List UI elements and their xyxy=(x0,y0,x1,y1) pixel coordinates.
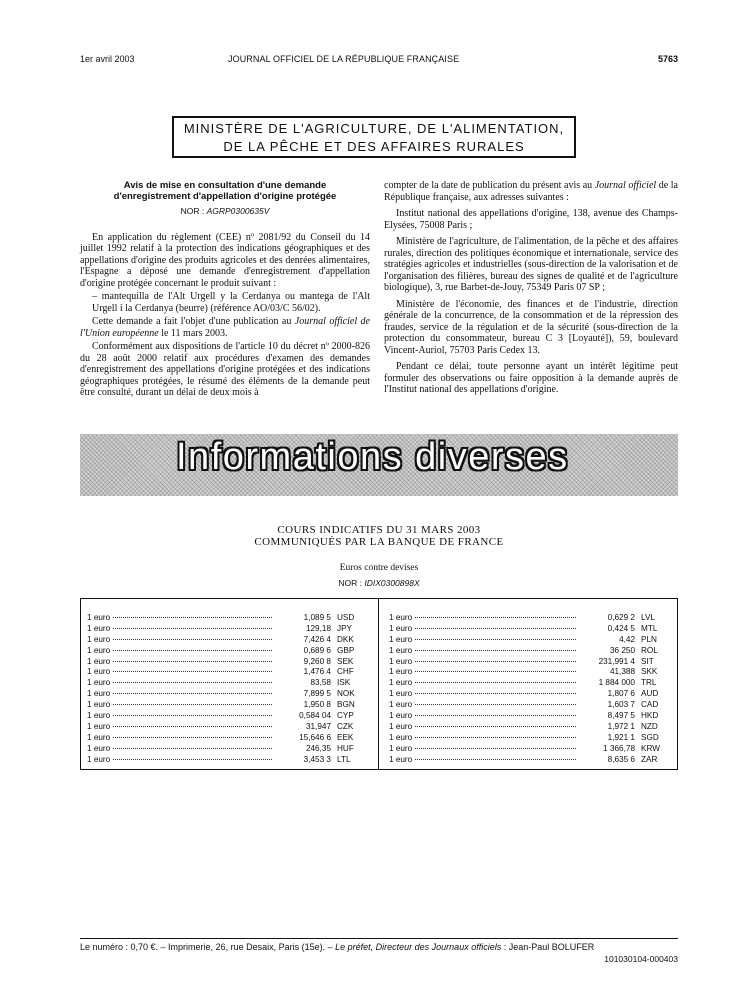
cours-nor-code: IDIX0300898X xyxy=(364,578,420,588)
dot-leader xyxy=(113,650,272,651)
avis-title-line-1: Avis de mise en consultation d'une demande xyxy=(123,180,327,191)
currency-code: ISK xyxy=(337,678,351,688)
rate-row xyxy=(87,657,367,668)
rate-unit: 1 euro xyxy=(389,711,413,721)
dot-leader xyxy=(415,759,576,760)
rate-unit: 1 euro xyxy=(87,743,111,753)
currency-code: LTL xyxy=(337,754,351,764)
avis-nor-label: NOR : xyxy=(180,206,207,216)
rate-row xyxy=(87,678,367,689)
rate-value: 129,18 xyxy=(305,623,331,633)
rate-row xyxy=(87,722,367,733)
currency-code: TRL xyxy=(641,678,657,688)
dot-leader xyxy=(415,693,576,694)
rate-unit: 1 euro xyxy=(87,656,111,666)
rates-column-divider xyxy=(378,599,379,769)
rate-value: 0,424 5 xyxy=(607,623,635,633)
rate-value: 1,476 4 xyxy=(303,667,331,677)
rate-value: 7,899 5 xyxy=(303,689,331,699)
rate-unit: 1 euro xyxy=(87,711,111,721)
rate-row xyxy=(87,733,367,744)
left-column xyxy=(80,180,370,401)
currency-code: NZD xyxy=(641,721,658,731)
currency-code: HUF xyxy=(337,743,354,753)
issue-date: 1er avril 2003 xyxy=(80,54,135,64)
rate-unit: 1 euro xyxy=(87,732,111,742)
dot-leader xyxy=(113,661,272,662)
rate-unit: 1 euro xyxy=(389,613,413,622)
currency-code: SKK xyxy=(641,667,658,677)
rate-unit: 1 euro xyxy=(87,721,111,731)
rate-value: 0,629 2 xyxy=(607,613,635,622)
right-column xyxy=(384,180,678,401)
rate-row xyxy=(87,755,367,766)
rate-unit: 1 euro xyxy=(389,656,413,666)
address-inao: Institut national des appellations d'origine, 138, avenue des Champs-Elysées, 75008 Paris ; xyxy=(384,208,678,231)
rate-unit: 1 euro xyxy=(87,613,111,622)
rate-value: 41,388 xyxy=(609,667,635,677)
rate-value: 1,603 7 xyxy=(607,700,635,710)
rate-row xyxy=(87,646,367,657)
currency-code: JPY xyxy=(337,623,353,633)
currency-code: NOK xyxy=(337,689,355,699)
rate-row xyxy=(389,733,671,744)
rate-unit: 1 euro xyxy=(87,689,111,699)
rate-value: 9,260 8 xyxy=(303,656,331,666)
rate-row xyxy=(87,700,367,711)
rate-value: 31,947 xyxy=(305,721,331,731)
avis-p3-text-b: le 11 mars 2003. xyxy=(158,327,228,339)
currency-code: PLN xyxy=(641,634,657,644)
dot-leader xyxy=(113,748,272,749)
rate-unit: 1 euro xyxy=(87,645,111,655)
cours-nor-label: NOR : xyxy=(338,578,365,588)
rate-row xyxy=(87,744,367,755)
rate-unit: 1 euro xyxy=(389,700,413,710)
rate-unit: 1 euro xyxy=(87,700,111,710)
dot-leader xyxy=(113,671,272,672)
currency-code: DKK xyxy=(337,634,354,644)
rate-unit: 1 euro xyxy=(87,667,111,677)
rate-value: 1 366,78 xyxy=(603,743,635,753)
rate-unit: 1 euro xyxy=(389,754,413,764)
rate-value: 0,689 6 xyxy=(303,645,331,655)
rate-row xyxy=(389,689,671,700)
avis-p3-journal: Journal officiel de l'Union européenne xyxy=(80,316,370,339)
avis-paragraph-4: Conformément aux dispositions de l'article 10 du décret nº 2000-826 du 28 août 2000 relatif aux procédures d'examen des demandes d'enregistrement des appellations d'origine protégées et des indications géographiques protégées, le résumé des éléments de la demande peut être consulté, durant un délai de deux mois à xyxy=(80,341,370,398)
avis-r1-text-a: compter de la date de publication du présent avis au xyxy=(384,180,595,191)
footer-rule xyxy=(80,938,678,939)
dot-leader xyxy=(113,759,272,760)
dot-leader xyxy=(415,737,576,738)
rate-value: 7,426 4 xyxy=(303,634,331,644)
rate-value: 1,807 6 xyxy=(607,689,635,699)
avis-closing-paragraph: Pendant ce délai, toute personne ayant un intérêt légitime peut formuler des observations ou faire opposition à la demande auprès de l'Institut national des appellations d'origine. xyxy=(384,361,678,395)
rate-unit: 1 euro xyxy=(389,689,413,699)
rate-unit: 1 euro xyxy=(389,678,413,688)
rate-row xyxy=(389,646,671,657)
currency-code: AUD xyxy=(641,689,659,699)
currency-code: ZAR xyxy=(641,754,658,764)
avis-r1-text-b: de la République française, aux adresses suivantes : xyxy=(384,180,678,203)
footer-code: 101030104-000403 xyxy=(604,954,678,964)
cours-title-line-1: COURS INDICATIFS DU 31 MARS 2003 xyxy=(277,524,481,536)
rate-row xyxy=(389,624,671,635)
rate-row xyxy=(389,744,671,755)
rate-unit: 1 euro xyxy=(389,667,413,677)
rate-unit: 1 euro xyxy=(87,623,111,633)
rate-value: 1,921 1 xyxy=(607,732,635,742)
rate-unit: 1 euro xyxy=(389,634,413,644)
rate-unit: 1 euro xyxy=(389,645,413,655)
rate-row xyxy=(87,635,367,646)
rate-unit: 1 euro xyxy=(389,732,413,742)
dot-leader xyxy=(113,715,272,716)
rate-row xyxy=(87,711,367,722)
dot-leader xyxy=(415,704,576,705)
dot-leader xyxy=(113,639,272,640)
address-ministry-economy: Ministère de l'économie, des finances et de l'industrie, direction générale de la concurrence, de la consommation et de la répression des fraudes, service de la régulation et de la sécurité (sous-direction de la protection du consommateur, bureau C 3 [Loyauté]), 59, boulevard Vincent-Auriol, 75703 Paris Cedex 13. xyxy=(384,298,678,356)
avis-p3-text-a: Cette demande a fait l'objet d'une publication au xyxy=(92,316,295,327)
currency-code: EEK xyxy=(337,732,354,742)
dot-leader xyxy=(415,715,576,716)
dot-leader xyxy=(113,617,272,618)
rate-value: 0,584 04 xyxy=(299,711,331,721)
rate-row xyxy=(389,613,671,624)
dot-leader xyxy=(113,726,272,727)
ministry-line-1: MINISTÈRE DE L'AGRICULTURE, DE L'ALIMENTATION, xyxy=(183,121,565,136)
dot-leader xyxy=(415,682,576,683)
currency-code: CYP xyxy=(337,711,354,721)
footer-director-name: : Jean-Paul BOLUFER xyxy=(501,942,595,952)
rate-unit: 1 euro xyxy=(389,721,413,731)
journal-title: JOURNAL OFFICIEL DE LA RÉPUBLIQUE FRANÇAISE xyxy=(228,54,460,64)
avis-nor xyxy=(80,206,370,218)
currency-code: KRW xyxy=(641,743,660,753)
rates-left-column xyxy=(87,613,367,765)
currency-code: SEK xyxy=(337,656,354,666)
exchange-rates-table xyxy=(80,598,678,770)
rate-row xyxy=(389,722,671,733)
rate-value: 8,635 6 xyxy=(607,754,635,764)
rate-unit: 1 euro xyxy=(389,623,413,633)
dot-leader xyxy=(113,628,272,629)
currency-code: USD xyxy=(337,613,355,622)
currency-code: GBP xyxy=(337,645,355,655)
rate-unit: 1 euro xyxy=(87,678,111,688)
rate-value: 3,453 3 xyxy=(303,754,331,764)
dot-leader xyxy=(113,704,272,705)
footer-director-title: Le préfet, Directeur des Journaux officiels xyxy=(335,942,502,952)
rate-value: 1,089 5 xyxy=(303,613,331,622)
rate-row xyxy=(389,755,671,766)
rate-row xyxy=(87,613,367,624)
rate-row xyxy=(389,635,671,646)
page-number: 5763 xyxy=(657,54,678,64)
rate-value: 83,58 xyxy=(310,678,331,688)
dot-leader xyxy=(415,650,576,651)
dot-leader xyxy=(415,748,576,749)
dot-leader xyxy=(415,617,576,618)
avis-title-line-2: d'enregistrement d'appellation d'origine protégée xyxy=(113,191,337,202)
dot-leader xyxy=(415,628,576,629)
rate-value: 4,42 xyxy=(619,634,635,644)
rate-value: 36 250 xyxy=(609,645,635,655)
rate-value: 15,646 6 xyxy=(299,732,331,742)
rate-value: 1,950 8 xyxy=(303,700,331,710)
currency-code: HKD xyxy=(641,711,659,721)
rate-row xyxy=(389,700,671,711)
dot-leader xyxy=(415,639,576,640)
avis-nor-code: AGRP0300635V xyxy=(206,206,270,216)
rates-right-column xyxy=(389,613,671,765)
currency-code: SGD xyxy=(641,732,659,742)
ministry-line-2: DE LA PÊCHE ET DES AFFAIRES RURALES xyxy=(223,139,525,154)
dot-leader xyxy=(415,661,576,662)
rate-row xyxy=(87,689,367,700)
rate-row xyxy=(389,667,671,678)
avis-paragraph-1: En application du règlement (CEE) nº 2081/92 du Conseil du 14 juillet 1992 relatif à la protection des indications géographiques et des appellations d'origine des produits agricoles et des denrées alimentaires, l'Espagne a déposé une demande d'enregistrement d'appellation d'origine protégée concernant le produit suivant : xyxy=(80,231,370,289)
rate-row xyxy=(87,667,367,678)
avis-paragraph-3 xyxy=(80,316,370,339)
avis-product-item: – mantequilla de l'Alt Urgell y la Cerdanya ou mantega de l'Alt Urgell i la Cerdanya (beurre) (référence AO/03/C 56/02). xyxy=(92,291,370,314)
rate-unit: 1 euro xyxy=(87,634,111,644)
section-banner xyxy=(80,434,678,496)
rate-value: 1,972 1 xyxy=(607,721,635,731)
footer-price-printer: Le numéro : 0,70 €. – Imprimerie, 26, rue Desaix, Paris (15e). – xyxy=(80,942,336,952)
ministry-heading xyxy=(172,116,576,158)
dot-leader xyxy=(113,737,272,738)
avis-title xyxy=(80,180,370,202)
rate-row xyxy=(87,624,367,635)
dot-leader xyxy=(415,671,576,672)
avis-continued xyxy=(384,180,678,203)
cours-title-line-2: COMMUNIQUÉS PAR LA BANQUE DE FRANCE xyxy=(254,536,504,548)
rate-value: 8,497 5 xyxy=(607,711,635,721)
rate-row xyxy=(389,657,671,668)
avis-r1-journal: Journal officiel xyxy=(594,180,657,191)
currency-code: CHF xyxy=(337,667,354,677)
cours-title xyxy=(80,524,678,548)
banner-title: Informations diverses xyxy=(176,436,569,478)
rate-unit: 1 euro xyxy=(389,743,413,753)
currency-code: LVL xyxy=(641,613,655,622)
dot-leader xyxy=(113,682,272,683)
currency-code: ROL xyxy=(641,645,658,655)
currency-code: CAD xyxy=(641,700,659,710)
cours-nor xyxy=(80,578,678,588)
currency-code: CZK xyxy=(337,721,354,731)
currency-code: MTL xyxy=(641,623,658,633)
address-ministry-agriculture: Ministère de l'agriculture, de l'alimentation, de la pêche et des affaires rurales, direction des politiques économique et internationale, service des stratégies agricoles et industrielles (sous-direction de la valorisation et de l'organisation des filières, bureau des signes de qualité et de l'agriculture biologique), 3, rue Barbet-de-Jouy, 75349 Paris 07 SP ; xyxy=(384,236,678,293)
cours-subtitle: Euros contre devises xyxy=(339,563,419,573)
rate-row xyxy=(389,711,671,722)
rate-value: 246,35 xyxy=(305,743,331,753)
dot-leader xyxy=(113,693,272,694)
currency-code: SIT xyxy=(641,656,654,666)
footer-line xyxy=(80,942,678,952)
rate-row xyxy=(389,678,671,689)
currency-code: BGN xyxy=(337,700,355,710)
dot-leader xyxy=(415,726,576,727)
rate-unit: 1 euro xyxy=(87,754,111,764)
rate-value: 231,991 4 xyxy=(598,656,635,666)
rate-value: 1 884 000 xyxy=(598,678,635,688)
